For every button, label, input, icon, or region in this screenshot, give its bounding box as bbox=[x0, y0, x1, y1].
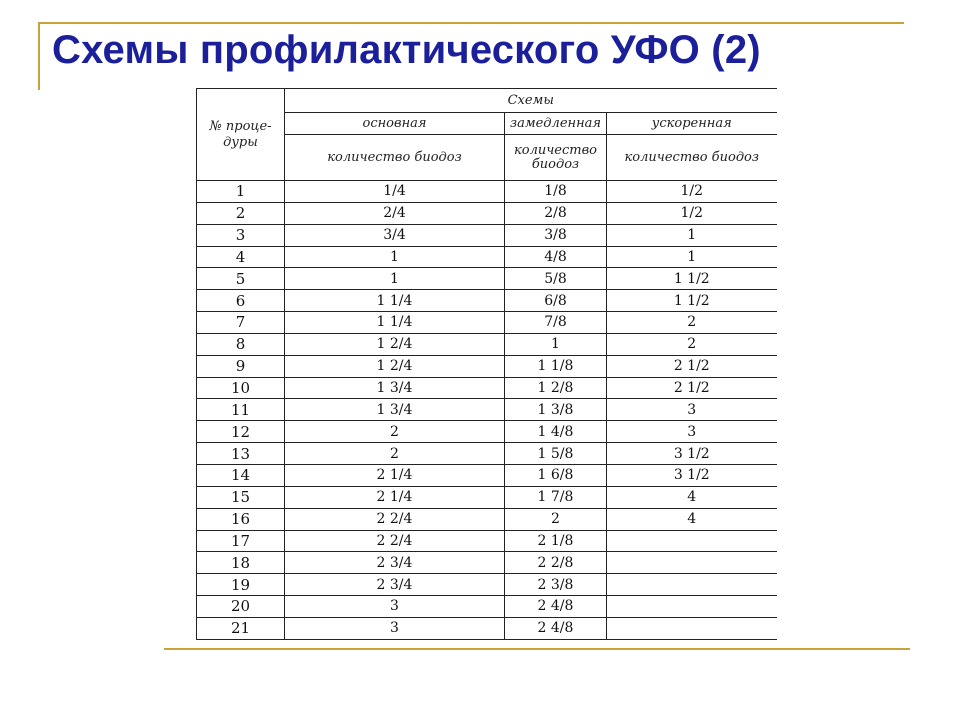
table-row bbox=[197, 574, 777, 596]
fast-dose: 1 bbox=[607, 224, 777, 246]
row-number: 1 bbox=[197, 181, 285, 203]
row-number: 4 bbox=[197, 246, 285, 268]
table-row bbox=[197, 355, 777, 377]
slide-title: Схемы профилактического УФО (2) bbox=[52, 28, 761, 72]
subheader-fast-biodoses: количество биодоз bbox=[607, 135, 777, 181]
fast-dose bbox=[607, 530, 777, 552]
slow-dose: 2 bbox=[505, 508, 607, 530]
slow-dose: 1 1/8 bbox=[505, 355, 607, 377]
fast-dose: 2 bbox=[607, 333, 777, 355]
scanned-table-image bbox=[196, 88, 776, 640]
table-row bbox=[197, 246, 777, 268]
basic-dose: 1 3/4 bbox=[285, 399, 505, 421]
slow-dose: 1 bbox=[505, 333, 607, 355]
row-number: 2 bbox=[197, 202, 285, 224]
table-row bbox=[197, 333, 777, 355]
table-body bbox=[197, 181, 777, 640]
row-number: 15 bbox=[197, 486, 285, 508]
fast-dose: 3 1/2 bbox=[607, 443, 777, 465]
slow-dose: 1/8 bbox=[505, 181, 607, 203]
fast-dose: 3 bbox=[607, 399, 777, 421]
row-number: 19 bbox=[197, 574, 285, 596]
table-row bbox=[197, 421, 777, 443]
fast-dose: 1 bbox=[607, 246, 777, 268]
schemes-group-header: Схемы bbox=[285, 89, 777, 113]
basic-dose: 1 bbox=[285, 268, 505, 290]
slow-dose: 1 5/8 bbox=[505, 443, 607, 465]
basic-dose: 2 1/4 bbox=[285, 464, 505, 486]
row-number: 17 bbox=[197, 530, 285, 552]
row-number: 11 bbox=[197, 399, 285, 421]
subheader-slow-biodoses: количество биодоз bbox=[505, 135, 607, 181]
slow-dose: 7/8 bbox=[505, 312, 607, 334]
basic-dose: 1 2/4 bbox=[285, 355, 505, 377]
fast-dose: 3 1/2 bbox=[607, 464, 777, 486]
fast-dose: 3 bbox=[607, 421, 777, 443]
basic-dose: 2 1/4 bbox=[285, 486, 505, 508]
row-number: 18 bbox=[197, 552, 285, 574]
row-number: 20 bbox=[197, 596, 285, 618]
slow-dose: 5/8 bbox=[505, 268, 607, 290]
basic-dose: 3/4 bbox=[285, 224, 505, 246]
basic-dose: 2 3/4 bbox=[285, 574, 505, 596]
table-row bbox=[197, 617, 777, 639]
header-fast: ускоренная bbox=[607, 113, 777, 135]
basic-dose: 3 bbox=[285, 596, 505, 618]
slow-dose: 1 3/8 bbox=[505, 399, 607, 421]
table-row bbox=[197, 312, 777, 334]
slow-dose: 1 4/8 bbox=[505, 421, 607, 443]
fast-dose: 2 1/2 bbox=[607, 355, 777, 377]
basic-dose: 1 bbox=[285, 246, 505, 268]
basic-dose: 1/4 bbox=[285, 181, 505, 203]
slow-dose: 1 6/8 bbox=[505, 464, 607, 486]
left-accent-rule bbox=[38, 22, 40, 90]
slow-dose: 2 4/8 bbox=[505, 596, 607, 618]
row-number: 12 bbox=[197, 421, 285, 443]
basic-dose: 1 1/4 bbox=[285, 290, 505, 312]
row-number: 21 bbox=[197, 617, 285, 639]
basic-dose: 1 3/4 bbox=[285, 377, 505, 399]
slow-dose: 2 3/8 bbox=[505, 574, 607, 596]
row-number: 13 bbox=[197, 443, 285, 465]
bottom-accent-rule bbox=[164, 648, 910, 650]
slow-dose: 1 2/8 bbox=[505, 377, 607, 399]
row-number: 7 bbox=[197, 312, 285, 334]
table-row bbox=[197, 443, 777, 465]
fast-dose: 4 bbox=[607, 486, 777, 508]
table-row bbox=[197, 224, 777, 246]
basic-dose: 2 bbox=[285, 443, 505, 465]
slow-dose: 4/8 bbox=[505, 246, 607, 268]
top-accent-rule bbox=[38, 22, 904, 24]
row-number: 5 bbox=[197, 268, 285, 290]
basic-dose: 2 3/4 bbox=[285, 552, 505, 574]
basic-dose: 1 1/4 bbox=[285, 312, 505, 334]
table-row bbox=[197, 399, 777, 421]
slow-dose: 2/8 bbox=[505, 202, 607, 224]
table-row bbox=[197, 377, 777, 399]
table-row bbox=[197, 464, 777, 486]
fast-dose bbox=[607, 552, 777, 574]
row-number: 14 bbox=[197, 464, 285, 486]
table-row bbox=[197, 508, 777, 530]
table-row bbox=[197, 486, 777, 508]
procedure-schemes-table bbox=[196, 88, 777, 640]
table-row bbox=[197, 530, 777, 552]
row-number: 16 bbox=[197, 508, 285, 530]
header-basic: основная bbox=[285, 113, 505, 135]
fast-dose: 2 bbox=[607, 312, 777, 334]
fast-dose: 1/2 bbox=[607, 202, 777, 224]
basic-dose: 2/4 bbox=[285, 202, 505, 224]
row-number: 3 bbox=[197, 224, 285, 246]
basic-dose: 2 2/4 bbox=[285, 530, 505, 552]
subheader-basic-biodoses: количество биодоз bbox=[285, 135, 505, 181]
slow-dose: 2 4/8 bbox=[505, 617, 607, 639]
table-row bbox=[197, 181, 777, 203]
fast-dose: 1/2 bbox=[607, 181, 777, 203]
table-row bbox=[197, 290, 777, 312]
table-row bbox=[197, 552, 777, 574]
basic-dose: 3 bbox=[285, 617, 505, 639]
slow-dose: 3/8 bbox=[505, 224, 607, 246]
slow-dose: 6/8 bbox=[505, 290, 607, 312]
slow-dose: 1 7/8 bbox=[505, 486, 607, 508]
row-number: 10 bbox=[197, 377, 285, 399]
fast-dose bbox=[607, 574, 777, 596]
fast-dose bbox=[607, 596, 777, 618]
table-row bbox=[197, 268, 777, 290]
fast-dose: 2 1/2 bbox=[607, 377, 777, 399]
row-number: 8 bbox=[197, 333, 285, 355]
fast-dose: 4 bbox=[607, 508, 777, 530]
basic-dose: 2 2/4 bbox=[285, 508, 505, 530]
fast-dose bbox=[607, 617, 777, 639]
row-number: 9 bbox=[197, 355, 285, 377]
fast-dose: 1 1/2 bbox=[607, 268, 777, 290]
header-slow: замедленная bbox=[505, 113, 607, 135]
basic-dose: 2 bbox=[285, 421, 505, 443]
basic-dose: 1 2/4 bbox=[285, 333, 505, 355]
table-row bbox=[197, 202, 777, 224]
slow-dose: 2 2/8 bbox=[505, 552, 607, 574]
row-number: 6 bbox=[197, 290, 285, 312]
slow-dose: 2 1/8 bbox=[505, 530, 607, 552]
procedure-number-header: № проце-дуры bbox=[197, 89, 285, 181]
fast-dose: 1 1/2 bbox=[607, 290, 777, 312]
table-row bbox=[197, 596, 777, 618]
